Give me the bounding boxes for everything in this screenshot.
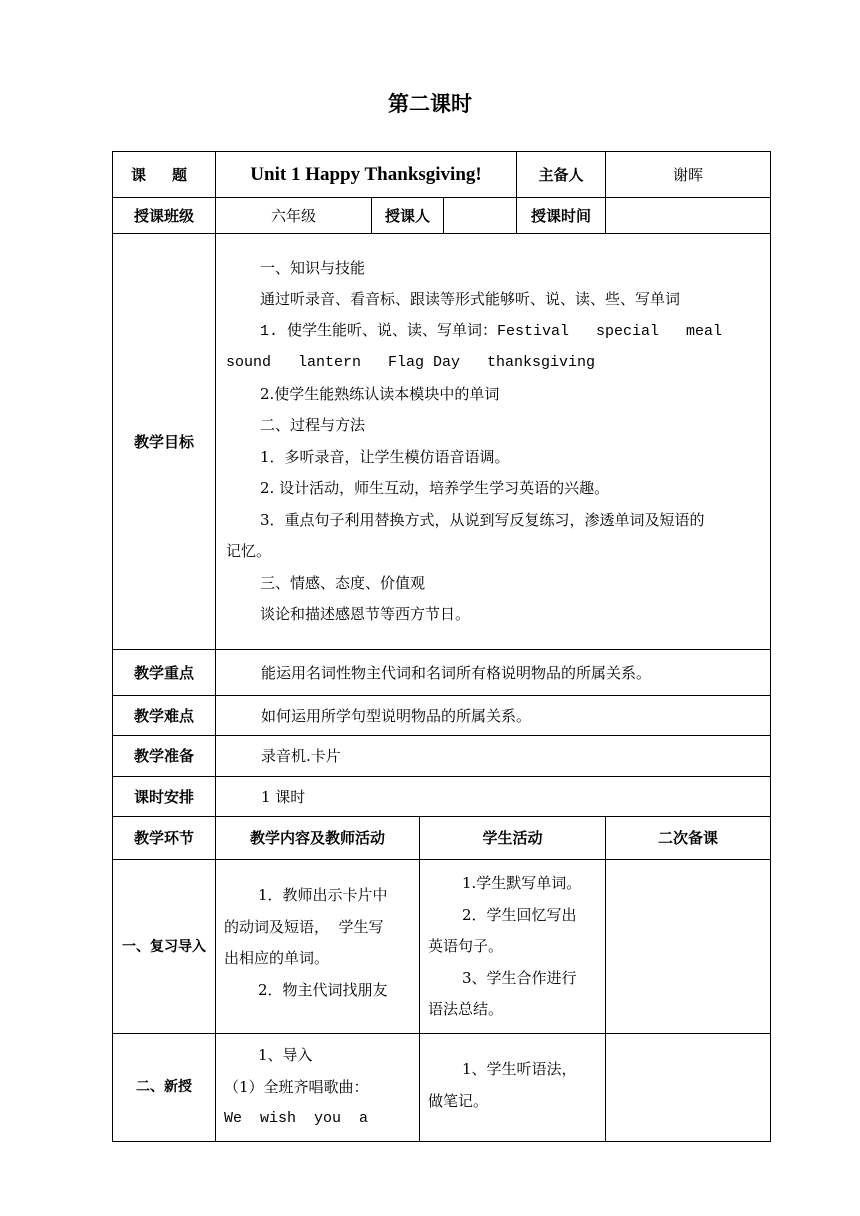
teacher-value [444,198,516,233]
teacher-activity-line: （1）全班齐唱歌曲： [224,1077,369,1096]
student-activity-line: 3、学生合作进行 [462,968,577,987]
preparation-row [113,736,771,777]
time-value [606,198,771,234]
difficulty-value: 如何运用所学句型说明物品的所属关系。 [216,696,771,736]
objective-line: sound lantern Flag Day thanksgiving [226,354,596,371]
objective-line: 1．多听录音，让学生模仿语音语调。 [260,447,510,466]
student-activity-line: 1.学生默写单词。 [462,874,582,892]
key-points-row [113,650,771,696]
process-header-student: 学生活动 [420,817,606,860]
objective-line: 2.使学生能熟练认读本模块中的单词 [260,384,500,403]
objective-heading-2: 二、过程与方法 [260,416,366,434]
topic-label-b: 题 [171,165,187,184]
preparation-value: 录音机.卡片 [216,736,771,777]
stage-row-new [113,1034,771,1142]
teacher-activity-line: 1、导入 [258,1046,313,1064]
preparer-value: 谢晖 [606,152,771,198]
stage-new-teacher [216,1034,420,1142]
objective-heading-1: 一、知识与技能 [260,258,366,277]
teacher-label: 授课人 [372,198,444,233]
student-activity-line: 1、学生听语法， [462,1060,577,1078]
difficulty-label: 教学难点 [113,696,216,736]
student-activity-line: 语法总结。 [428,1000,504,1018]
teacher-activity-line: 出相应的单词。 [224,949,330,967]
objective-line: 通过听录音、看音标、跟读等形式能够听、说、读、些、写单词 [260,290,681,308]
topic-row [113,152,771,198]
objective-line: 2. 设计活动，师生互动，培养学生学习英语的兴趣。 [260,479,610,497]
preparation-label: 教学准备 [113,736,216,777]
objective-line: 1. 使学生能听、说、读、写单词：Festival special meal [260,322,723,340]
lesson-plan-table [112,151,771,1142]
process-header-teacher: 教学内容及教师活动 [216,817,420,860]
stage-row-review [113,860,771,1034]
hours-label: 课时安排 [113,777,216,817]
stage-review-revision [606,860,771,1034]
unit-title: Unit 1 Happy Thanksgiving! [216,152,517,198]
page-title: 第二课时 [388,92,472,116]
teacher-activity-line: 2．物主代词找朋友 [258,980,388,999]
time-label: 授课时间 [517,198,606,234]
stage-label-review: 一、复习导入 [113,860,216,1034]
topic-label-a: 课 [131,165,147,184]
objective-line: 记忆。 [226,542,272,560]
hours-value: 1 课时 [216,777,771,817]
objective-line: 谈论和描述感恩节等西方节日。 [260,605,471,623]
process-header-stage: 教学环节 [113,817,216,860]
hours-row [113,777,771,817]
teacher-activity-line: 1．教师出示卡片中 [258,886,388,904]
teacher-activity-line: We wish you a [224,1110,369,1127]
stage-label-new: 二、新授 [113,1034,216,1142]
class-value: 六年级 [216,198,372,234]
key-points-label: 教学重点 [113,650,216,696]
topic-label-cell [113,152,216,198]
key-points-value: 能运用名词性物主代词和名词所有格说明物品的所属关系。 [216,650,771,696]
stage-review-student [420,860,606,1034]
stage-new-student [420,1034,606,1142]
class-row [113,198,771,234]
objectives-row [113,234,771,650]
difficulty-row [113,696,771,736]
objectives-label: 教学目标 [113,234,216,650]
preparer-label: 主备人 [517,152,606,198]
teacher-activity-line: 的动词及短语， 学生写 [224,917,384,936]
student-activity-line: 2．学生回忆写出 [462,905,577,924]
process-header-row [113,817,771,860]
stage-new-revision [606,1034,771,1142]
stage-review-teacher [216,860,420,1034]
objective-heading-3: 三、情感、态度、价值观 [260,573,426,592]
process-header-revision: 二次备课 [606,817,771,860]
class-label: 授课班级 [113,198,216,234]
student-activity-line: 做笔记。 [428,1091,489,1110]
student-activity-line: 英语句子。 [428,937,504,955]
objectives-content [216,234,771,650]
teacher-cell [372,198,517,234]
objective-line: 3．重点句子利用替换方式，从说到写反复练习，渗透单词及短语的 [260,510,705,529]
